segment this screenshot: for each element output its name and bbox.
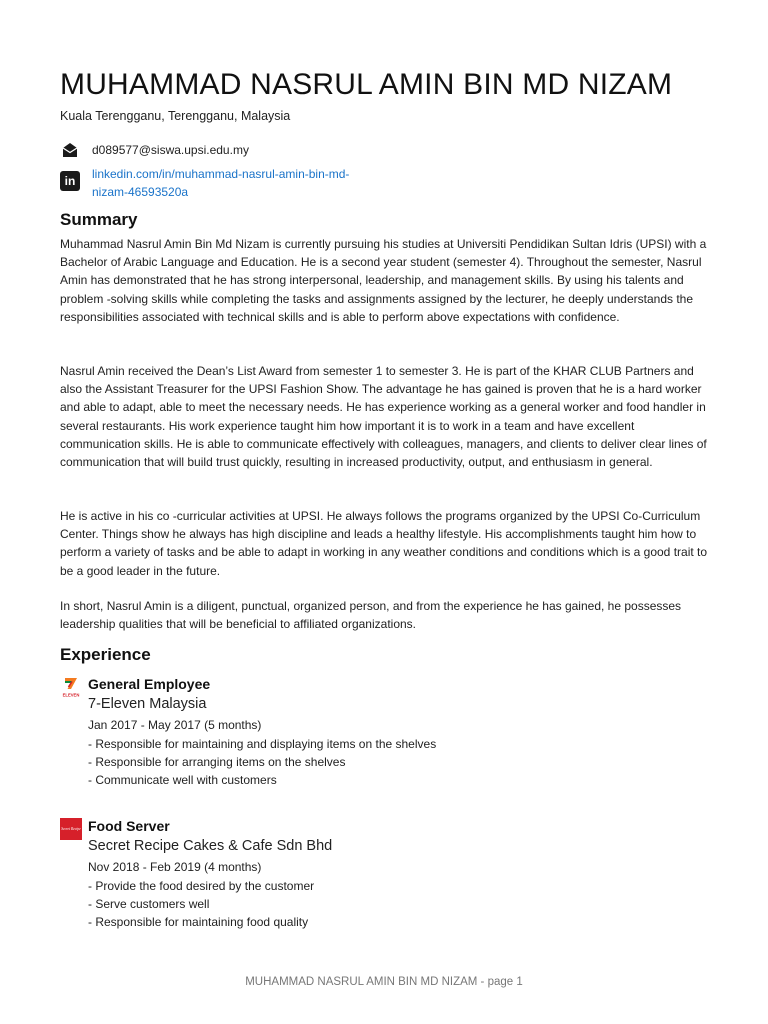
summary-paragraph: Muhammad Nasrul Amin Bin Md Nizam is currently pursuing his studies at Universiti Pendidikan Sultan Idris (UPSI) with a Bachelor of Arabic Language and Education. He is a second year student (semester 4). Throughout the semester, Nasrul Amin has demonstrated that he has strong interpersonal, leadership, and management skills. By using his talents and problem -solving skills while completing the tasks and assignments assigned by the lecturer, he deeply understands the responsibilities associated with technical skills and is able to perform above expectations with confidence. <box>60 237 707 324</box>
email-icon <box>60 140 80 160</box>
linkedin-link[interactable] <box>92 165 392 201</box>
job-dates: Jan 2017 - May 2017 (5 months) <box>88 718 262 732</box>
linkedin-link-line-2[interactable]: nizam-46593520a <box>92 185 189 199</box>
job-company: 7-Eleven Malaysia <box>88 696 207 712</box>
candidate-name: MUHAMMAD NASRUL AMIN BIN MD NIZAM <box>60 68 673 101</box>
email-contact <box>60 140 249 160</box>
job-duty: - Responsible for maintaining and displaying items on the shelves <box>88 736 437 751</box>
job-duty: - Provide the food desired by the customer <box>88 878 315 893</box>
job-duty: - Serve customers well <box>88 896 210 911</box>
summary-heading: Summary <box>60 210 138 229</box>
job-duty: - Communicate well with customers <box>88 772 277 787</box>
linkedin-link-line-1[interactable]: linkedin.com/in/muhammad-nasrul-amin-bin-md- <box>92 167 350 181</box>
experience-heading: Experience <box>60 645 151 664</box>
job-role: Food Server <box>88 818 170 834</box>
7-eleven-logo <box>60 676 82 698</box>
summary-paragraph: In short, Nasrul Amin is a diligent, punctual, organized person, and from the experience he has gained, he possesses leadership qualities that will be beneficial to affiliated organizations. <box>60 599 682 632</box>
7-eleven-logo-text: ELEVEN <box>62 692 80 698</box>
email-address[interactable]: d089577@siswa.upsi.edu.my <box>92 143 249 157</box>
summary-paragraph: Nasrul Amin received the Dean’s List Award from semester 1 to semester 3. He is part of the KHAR CLUB Partners and also the Assistant Treasurer for the UPSI Fashion Show. The advantage he has gained is proven that he is a hard worker and able to adapt, able to meet the necessary needs. He has experience working as a general worker and food handler in several restaurants. His work experience taught him how important it is to work in a team and have excellent communication skills. He is able to communicate effectively with colleagues, managers, and clients to deliver clear lines of communication that will build trust quickly, resulting in increased productivity, output, and enthusiasm in general. <box>60 364 707 470</box>
page-footer: MUHAMMAD NASRUL AMIN BIN MD NIZAM - page 1 <box>245 976 523 988</box>
job-company: Secret Recipe Cakes & Cafe Sdn Bhd <box>88 838 333 854</box>
candidate-location: Kuala Terengganu, Terengganu, Malaysia <box>60 109 291 123</box>
secret-recipe-logo-text: Secret Recipe <box>61 827 81 831</box>
job-details <box>88 816 708 931</box>
secret-recipe-logo <box>60 818 82 840</box>
linkedin-icon: in <box>60 171 80 191</box>
linkedin-contact <box>60 165 392 201</box>
job-dates: Nov 2018 - Feb 2019 (4 months) <box>88 860 262 874</box>
job-role: General Employee <box>88 676 211 692</box>
job-details <box>88 674 708 789</box>
job-duty: - Responsible for arranging items on the shelves <box>88 754 346 769</box>
summary-paragraph: He is active in his co -curricular activities at UPSI. He always follows the programs organized by the UPSI Co-Curriculum Center. Things show he always has high discipline and leads a healthy lifestyle. His accomplishments taught him how to perform a variety of tasks and be able to adapt in working in any weather conditions and conditions which is a good trait to be a good leader in the future. <box>60 509 708 578</box>
job-duty: - Responsible for maintaining food quality <box>88 914 309 929</box>
